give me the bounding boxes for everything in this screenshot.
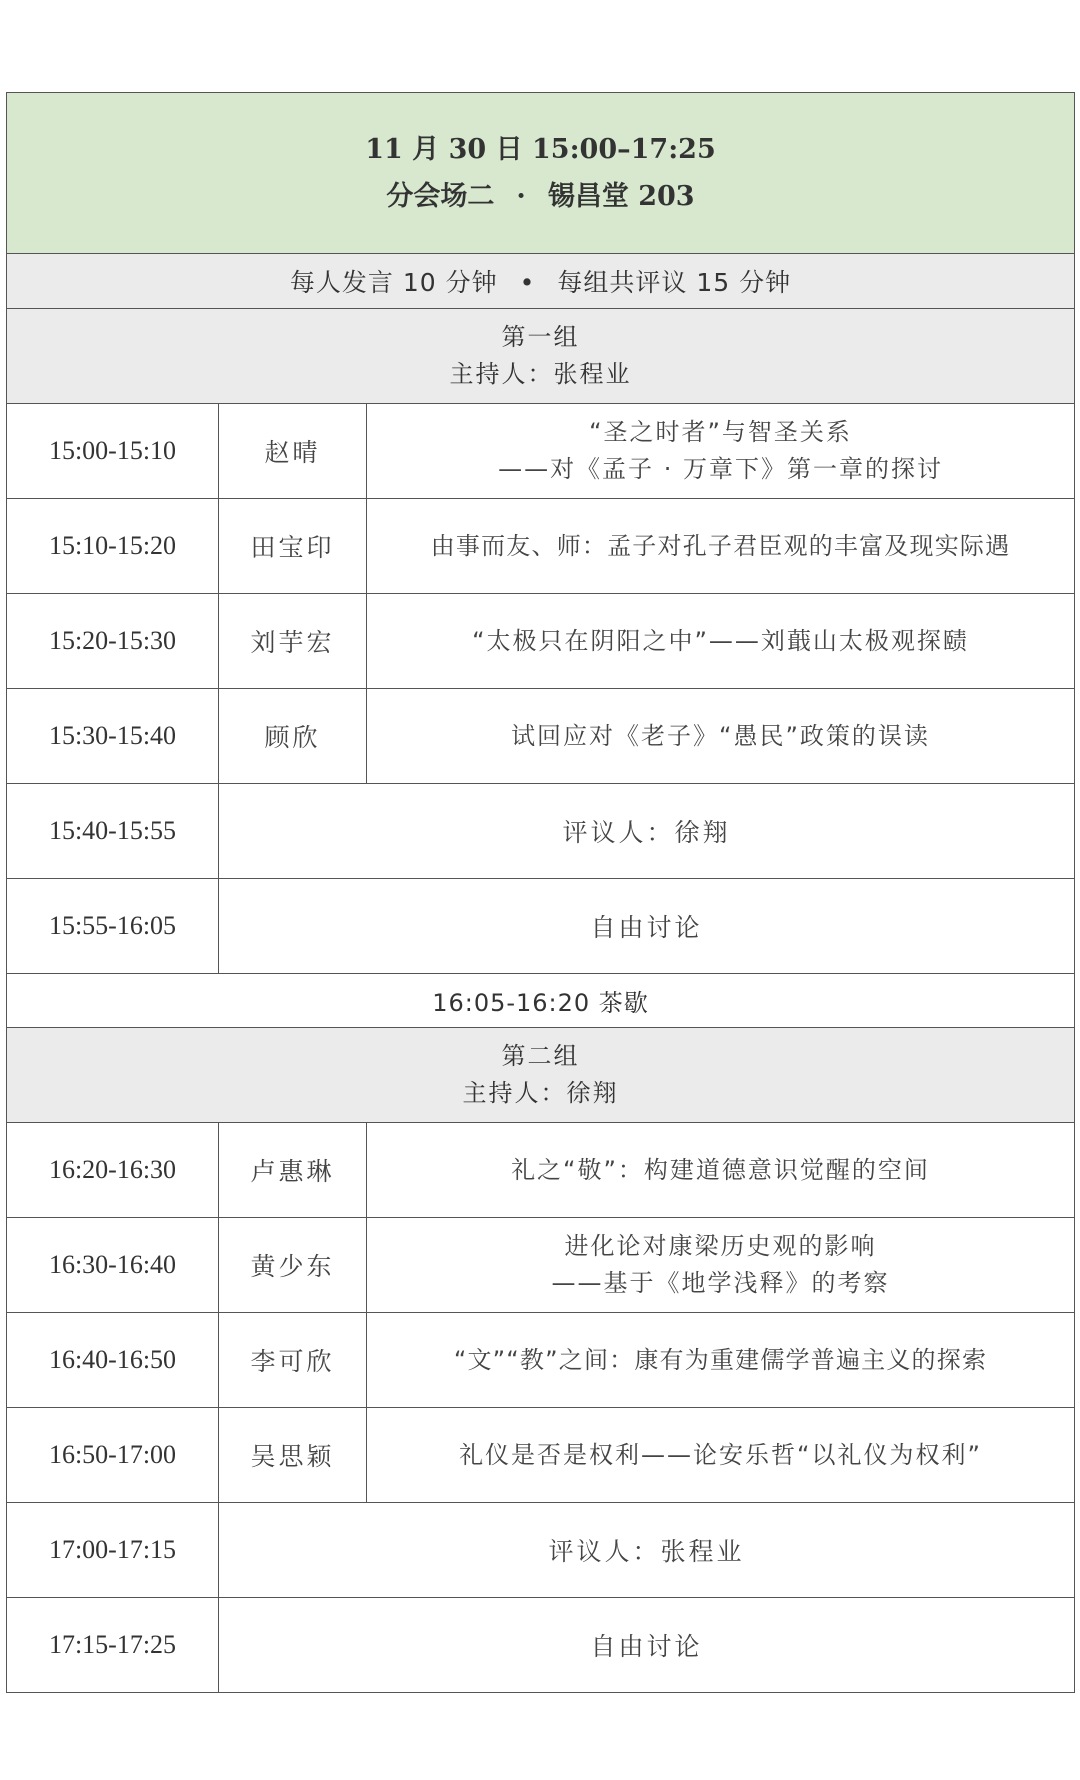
table-row (7, 784, 1075, 879)
venue-room: 锡昌堂 203 (547, 181, 695, 212)
venue-name: 分会场二 (386, 181, 495, 212)
talk-title: 礼仪是否是权利——论安乐哲“以礼仪为权利” (367, 1408, 1075, 1503)
table-row (7, 1218, 1075, 1313)
talk-title: 由事而友、师：孟子对孔子君臣观的丰富及现实际遇 (367, 499, 1075, 594)
speaker-name: 李可欣 (219, 1313, 367, 1408)
table-row (7, 499, 1075, 594)
talk-time: 15:00-15:10 (7, 404, 219, 499)
speaker-name: 黄少东 (219, 1218, 367, 1313)
table-row (7, 689, 1075, 784)
talk-title: 礼之“敬”：构建道德意识觉醒的空间 (367, 1123, 1075, 1218)
table-row (7, 1598, 1075, 1693)
talk-title (367, 404, 1075, 499)
rules-row (7, 254, 1075, 309)
group1-title: 第一组 (501, 323, 580, 351)
group1-host: 主持人：张程业 (449, 360, 632, 388)
free-discussion: 自由讨论 (219, 1598, 1075, 1693)
talk-title: “文”“教”之间：康有为重建儒学普遍主义的探索 (367, 1313, 1075, 1408)
speaker-name: 顾欣 (219, 689, 367, 784)
talk-time: 16:40-16:50 (7, 1313, 219, 1408)
table-row (7, 1123, 1075, 1218)
talk-time: 16:30-16:40 (7, 1218, 219, 1313)
table-row (7, 594, 1075, 689)
talk-title-line2: ——对《孟子 · 万章下》第一章的探讨 (498, 455, 943, 483)
talk-title-line2: ——基于《地学浅释》的考察 (551, 1269, 890, 1297)
talk-time: 15:30-15:40 (7, 689, 219, 784)
table-row (7, 879, 1075, 974)
group2-host: 主持人：徐翔 (462, 1079, 619, 1107)
free-discussion: 自由讨论 (219, 879, 1075, 974)
talk-title: “太极只在阴阳之中”——刘蕺山太极观探赜 (367, 594, 1075, 689)
tea-break: 16:05-16:20 茶歇 (7, 974, 1075, 1028)
speaker-name: 赵晴 (219, 404, 367, 499)
table-row (7, 1503, 1075, 1598)
speaker-name: 刘芋宏 (219, 594, 367, 689)
review-rule: 每组共评议 15 分钟 (557, 268, 792, 297)
speaker-name: 卢惠琳 (219, 1123, 367, 1218)
talk-time: 15:20-15:30 (7, 594, 219, 689)
speech-rule: 每人发言 10 分钟 (289, 268, 498, 297)
talk-time: 16:20-16:30 (7, 1123, 219, 1218)
talk-time: 16:50-17:00 (7, 1408, 219, 1503)
reviewer: 评议人：张程业 (219, 1503, 1075, 1598)
table-row (7, 404, 1075, 499)
table-row (7, 1408, 1075, 1503)
session-date-time: 11 月 30 日 15:00–17:25 (365, 134, 716, 165)
venue-separator: · (516, 181, 526, 212)
group1-header (7, 309, 1075, 404)
group2-header (7, 1028, 1075, 1123)
session-header (7, 93, 1075, 254)
talk-title-line1: “圣之时者”与智圣关系 (589, 418, 852, 446)
table-row (7, 1313, 1075, 1408)
group2-title: 第二组 (501, 1042, 580, 1070)
review-time: 15:40-15:55 (7, 784, 219, 879)
session-venue (7, 173, 1074, 220)
discussion-time: 15:55-16:05 (7, 879, 219, 974)
reviewer: 评议人：徐翔 (219, 784, 1075, 879)
talk-title (367, 1218, 1075, 1313)
schedule-table (6, 92, 1075, 1693)
discussion-time: 17:15-17:25 (7, 1598, 219, 1693)
rules-separator: • (519, 268, 536, 297)
review-time: 17:00-17:15 (7, 1503, 219, 1598)
speaker-name: 田宝印 (219, 499, 367, 594)
speaker-name: 吴思颖 (219, 1408, 367, 1503)
talk-time: 15:10-15:20 (7, 499, 219, 594)
talk-title-line1: 进化论对康梁历史观的影响 (564, 1232, 877, 1260)
talk-title: 试回应对《老子》“愚民”政策的误读 (367, 689, 1075, 784)
